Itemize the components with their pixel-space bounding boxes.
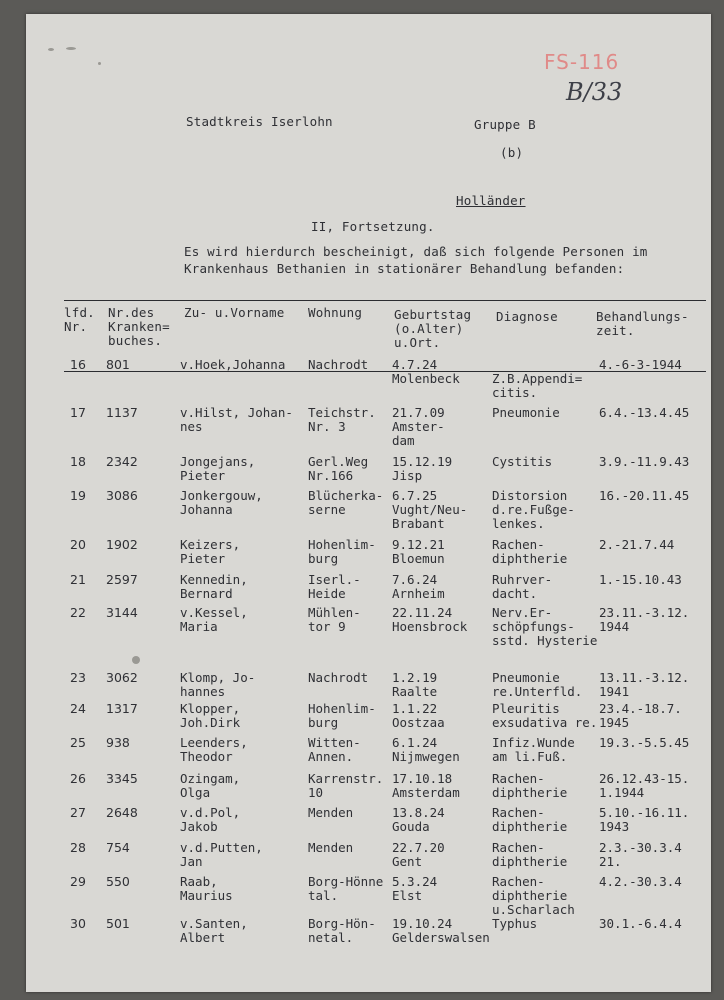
cell-name	[180, 671, 255, 699]
table-row	[26, 841, 711, 877]
cell-diag	[492, 455, 552, 469]
cell-line: Pieter	[180, 551, 226, 566]
cell-line: 10	[308, 785, 324, 800]
cell-line: burg	[308, 715, 339, 730]
cell-line	[308, 372, 368, 386]
continuation-label: II, Fortsetzung.	[311, 219, 435, 234]
cell-line: v.Kessel,	[180, 605, 248, 620]
cell-line: Menden	[308, 840, 354, 855]
cell-wohnung	[308, 772, 383, 800]
cell-nr: 17	[70, 405, 86, 420]
cell-zeit	[599, 489, 689, 517]
cell-line: Theodor	[180, 749, 233, 764]
cell-line: Hohenlim-	[308, 701, 376, 716]
cell-line: Ozingam,	[180, 771, 241, 786]
cell-line: 1941	[599, 684, 630, 699]
cell-line	[599, 469, 689, 483]
cell-line: Z.B.Appendi=	[492, 371, 583, 386]
cell-line: v.d.Pol,	[180, 805, 241, 820]
cell-kb: 3062	[106, 670, 138, 685]
cell-diag	[492, 917, 537, 931]
cell-line: 26.12.43-15.	[599, 771, 690, 786]
cell-diag	[492, 736, 575, 764]
cell-line: Jonkergouw,	[180, 488, 263, 503]
cell-line: u.Scharlach	[492, 902, 575, 917]
cell-name	[180, 538, 240, 566]
cell-line: Nerv.Er-	[492, 605, 553, 620]
cell-line: diphtherie	[492, 785, 568, 800]
cell-line: Rachen-	[492, 771, 545, 786]
cell-line: Rachen-	[492, 874, 545, 889]
cell-geb	[392, 917, 490, 945]
cell-line: Jakob	[180, 819, 218, 834]
cell-geb	[392, 702, 445, 730]
cell-line: 4.2.-30.3.4	[599, 874, 682, 889]
cell-nr: 25	[70, 735, 86, 750]
cell-zeit	[599, 806, 689, 834]
cell-line: am li.Fuß.	[492, 749, 568, 764]
table-row	[26, 357, 711, 400]
cell-line	[492, 358, 582, 372]
table-row	[26, 538, 711, 574]
cell-nr: 20	[70, 537, 86, 552]
cell-line: 1.1944	[599, 785, 645, 800]
cell-line: Gent	[392, 854, 423, 869]
cell-line: Molenbeck	[392, 371, 460, 386]
cell-line: Borg-Hön-	[308, 916, 376, 931]
cell-line: netal.	[308, 930, 354, 945]
cell-wohnung	[308, 538, 376, 566]
cell-line: 22.7.20	[392, 840, 445, 855]
cell-line: 1.-15.10.43	[599, 572, 682, 587]
cell-line: Infiz.Wunde	[492, 735, 575, 750]
city-header: Stadtkreis Iserlohn	[186, 114, 333, 129]
cell-line	[308, 855, 353, 869]
cell-line: 1943	[599, 819, 630, 834]
cell-zeit	[599, 772, 689, 800]
cell-nr: 24	[70, 701, 86, 716]
table-row	[26, 573, 711, 609]
cell-geb	[392, 455, 452, 483]
cell-geb	[392, 736, 460, 764]
cell-line: 5.3.24	[392, 874, 438, 889]
cell-line: Rachen-	[492, 537, 545, 552]
cell-line	[599, 503, 689, 517]
paper-speck	[66, 47, 76, 50]
initials-annotation: B/33	[566, 78, 623, 106]
cell-line	[599, 931, 682, 945]
cell-wohnung	[308, 606, 361, 634]
cell-kb: 1902	[106, 537, 138, 552]
cell-line: Raab,	[180, 874, 218, 889]
cell-line: diphtherie	[492, 888, 568, 903]
cell-line: 17.10.18	[392, 771, 453, 786]
cell-line: Pleuritis	[492, 701, 560, 716]
cell-line: diphtherie	[492, 551, 568, 566]
cell-line: Bloemun	[392, 551, 445, 566]
cell-line: Albert	[180, 930, 226, 945]
cell-kb: 550	[106, 874, 130, 889]
cell-geb	[392, 606, 467, 634]
cell-nr: 28	[70, 840, 86, 855]
cell-wohnung	[308, 875, 383, 903]
cell-geb	[392, 573, 445, 601]
cell-diag	[492, 671, 582, 699]
cell-wohnung	[308, 702, 376, 730]
cell-line: Johanna	[180, 502, 233, 517]
cell-zeit	[599, 573, 682, 601]
cell-diag	[492, 806, 567, 834]
subgroup-header: (b)	[500, 145, 524, 160]
cell-name	[180, 489, 263, 517]
table-row	[26, 874, 711, 917]
cell-line: Maria	[180, 619, 218, 634]
cell-name	[180, 702, 240, 730]
document-title: Holländer	[456, 193, 526, 208]
cell-line: 5.10.-16.11.	[599, 805, 690, 820]
archive-code-annotation: FS-116	[544, 50, 620, 74]
cell-line: Bernard	[180, 586, 233, 601]
cell-line: 4.-6-3-1944	[599, 357, 682, 372]
cell-nr: 26	[70, 771, 86, 786]
cell-line: citis.	[492, 385, 538, 400]
cell-nr: 19	[70, 488, 86, 503]
cell-kb: 501	[106, 916, 130, 931]
cell-line: Amster-	[392, 419, 445, 434]
cell-line: Gerl.Weg	[308, 454, 369, 469]
cell-line: Amsterdam	[392, 785, 460, 800]
group-header: Gruppe B	[474, 117, 536, 132]
cell-line: diphtherie	[492, 819, 568, 834]
col-header-diagnose: Diagnose	[496, 309, 558, 324]
cell-zeit	[599, 406, 689, 434]
cell-nr: 29	[70, 874, 86, 889]
cell-geb	[392, 875, 437, 903]
cell-line: 1.1.22	[392, 701, 438, 716]
cell-line: v.Santen,	[180, 916, 248, 931]
cell-line: 19.3.-5.5.45	[599, 735, 690, 750]
cell-name	[180, 917, 248, 945]
cell-line: burg	[308, 551, 339, 566]
cell-name	[180, 772, 240, 800]
cell-line: Nr.166	[308, 468, 354, 483]
cell-line: Joh.Dirk	[180, 715, 241, 730]
cell-line	[599, 552, 674, 566]
cell-line: 21.	[599, 854, 622, 869]
cell-line: v.Hilst, Johan-	[180, 405, 293, 420]
cell-line	[599, 587, 682, 601]
paper-speck	[98, 62, 101, 65]
cell-wohnung	[308, 573, 361, 601]
cell-line: Nachrodt	[308, 357, 369, 372]
col-header-geburtstag: Geburtstag (o.Alter) u.Ort.	[394, 307, 472, 350]
document-page	[26, 14, 711, 992]
cell-zeit	[599, 538, 674, 566]
cell-line: 23.11.-3.12.	[599, 605, 690, 620]
cell-line: 2.3.-30.3.4	[599, 840, 682, 855]
cell-kb: 3086	[106, 488, 138, 503]
cell-line: v.Hoek,Johanna	[180, 357, 286, 372]
cell-line: Ruhrver-	[492, 572, 553, 587]
cell-kb: 3345	[106, 771, 138, 786]
cell-line: Klomp, Jo-	[180, 670, 256, 685]
cell-line: Oostzaa	[392, 715, 445, 730]
cell-diag	[492, 573, 552, 601]
paper-speck	[132, 656, 140, 664]
table-row	[26, 702, 711, 738]
cell-zeit	[599, 358, 682, 386]
cell-line: Mühlen-	[308, 605, 361, 620]
cell-wohnung	[308, 406, 376, 434]
cell-diag	[492, 606, 597, 648]
cell-line: Rachen-	[492, 805, 545, 820]
cell-line: Karrenstr.	[308, 771, 384, 786]
cell-diag	[492, 875, 575, 917]
cell-line: 13.11.-3.12.	[599, 670, 690, 685]
cell-line: Nijmwegen	[392, 749, 460, 764]
table-row	[26, 455, 711, 491]
cell-diag	[492, 406, 560, 420]
cell-line: 6.1.24	[392, 735, 438, 750]
cell-kb: 2342	[106, 454, 138, 469]
cell-line	[599, 750, 689, 764]
cell-line: Jan	[180, 854, 203, 869]
cell-line: v.d.Putten,	[180, 840, 263, 855]
cell-name	[180, 606, 248, 634]
cell-line: Maurius	[180, 888, 233, 903]
cell-line: 1944	[599, 619, 630, 634]
cell-line: 21.7.09	[392, 405, 445, 420]
cell-zeit	[599, 455, 689, 483]
cell-line: 6.4.-13.4.45	[599, 405, 690, 420]
cell-nr: 22	[70, 605, 86, 620]
cell-kb: 2648	[106, 805, 138, 820]
cell-line: nes	[180, 419, 203, 434]
col-header-name: Zu- u.Vorname	[184, 305, 285, 320]
cell-name	[180, 573, 248, 601]
cell-geb	[392, 841, 445, 869]
cell-line: Witten-	[308, 735, 361, 750]
cell-line: Annen.	[308, 749, 354, 764]
cell-name	[180, 736, 248, 764]
cell-line: Nachrodt	[308, 670, 369, 685]
cell-nr: 30	[70, 916, 86, 931]
cell-line: Elst	[392, 888, 423, 903]
cell-line: 22.11.24	[392, 605, 453, 620]
cell-line: 9.12.21	[392, 537, 445, 552]
cell-line: Nr. 3	[308, 419, 346, 434]
cell-name	[180, 455, 255, 483]
cell-line: Pieter	[180, 468, 226, 483]
cell-name	[180, 841, 263, 869]
cell-kb: 754	[106, 840, 130, 855]
cell-name	[180, 406, 293, 434]
cell-line: Olga	[180, 785, 211, 800]
cell-line: Pneumonie	[492, 405, 560, 420]
cell-line: tal.	[308, 888, 339, 903]
cell-geb	[392, 538, 445, 566]
cell-kb: 1317	[106, 701, 138, 716]
cell-line: 30.1.-6.4.4	[599, 916, 682, 931]
cell-line: 3.9.-11.9.43	[599, 454, 690, 469]
cell-diag	[492, 538, 567, 566]
cell-line: Pneumonie	[492, 670, 560, 685]
cell-wohnung	[308, 806, 353, 834]
cell-line: Gelderswalsen	[392, 930, 490, 945]
cell-line: sstd. Hysterie	[492, 633, 598, 648]
table-row	[26, 488, 711, 531]
cell-line: lenkes.	[492, 516, 545, 531]
cell-geb	[392, 358, 460, 386]
cell-diag	[492, 841, 567, 869]
cell-line: Menden	[308, 805, 354, 820]
cell-line	[599, 889, 682, 903]
cell-line: 19.10.24	[392, 916, 453, 931]
cell-kb: 1137	[106, 405, 138, 420]
cell-line: serne	[308, 502, 346, 517]
cell-wohnung	[308, 489, 383, 517]
cell-line: 1.2.19	[392, 670, 438, 685]
cell-line: exsudativa re.	[492, 715, 598, 730]
cell-kb: 3144	[106, 605, 138, 620]
cell-nr: 16	[70, 357, 86, 372]
table-row	[26, 605, 711, 648]
table-row	[26, 736, 711, 772]
cell-line: re.Unterfld.	[492, 684, 583, 699]
table-row	[26, 806, 711, 842]
cell-line: Gouda	[392, 819, 430, 834]
cell-line: Keizers,	[180, 537, 241, 552]
cell-line: Raalte	[392, 684, 438, 699]
cell-line: 16.-20.11.45	[599, 488, 690, 503]
cell-line: Hohenlim-	[308, 537, 376, 552]
cell-line: 6.7.25	[392, 488, 438, 503]
cell-wohnung	[308, 736, 361, 764]
cell-kb: 938	[106, 735, 130, 750]
cell-line: Iserl.-	[308, 572, 361, 587]
cell-line: dacht.	[492, 586, 538, 601]
cell-zeit	[599, 736, 689, 764]
cell-zeit	[599, 917, 682, 945]
cell-line: 15.12.19	[392, 454, 453, 469]
col-header-wohnung: Wohnung	[308, 305, 363, 320]
cell-line: Typhus	[492, 916, 538, 931]
paper-speck	[48, 48, 54, 51]
cell-line: Leenders,	[180, 735, 248, 750]
cell-diag	[492, 358, 582, 400]
cell-nr: 18	[70, 454, 86, 469]
cell-line: Borg-Hönne	[308, 874, 384, 889]
cell-wohnung	[308, 671, 368, 699]
cell-line: Jongejans,	[180, 454, 256, 469]
cell-name	[180, 806, 240, 834]
cell-line: Hoensbrock	[392, 619, 468, 634]
cell-line: Rachen-	[492, 840, 545, 855]
cell-wohnung	[308, 917, 376, 945]
intro-line-2: Krankenhaus Bethanien in stationärer Behandlung befanden:	[184, 261, 625, 276]
cell-line: 4.7.24	[392, 357, 438, 372]
cell-diag	[492, 702, 597, 730]
table-top-rule	[64, 300, 706, 301]
cell-line: d.re.Fußge-	[492, 502, 575, 517]
cell-line: hannes	[180, 684, 226, 699]
cell-line: 23.4.-18.7.	[599, 701, 682, 716]
cell-diag	[492, 489, 575, 531]
cell-geb	[392, 772, 460, 800]
cell-geb	[392, 489, 467, 531]
cell-nr: 27	[70, 805, 86, 820]
cell-wohnung	[308, 455, 368, 483]
cell-name	[180, 875, 233, 903]
intro-line-1: Es wird hierdurch bescheinigt, daß sich folgende Personen im	[184, 244, 648, 259]
cell-line: schöpfungs-	[492, 619, 575, 634]
table-row	[26, 917, 711, 953]
cell-line: 13.8.24	[392, 805, 445, 820]
cell-line: Heide	[308, 586, 346, 601]
cell-zeit	[599, 841, 682, 869]
cell-line: Brabant	[392, 516, 445, 531]
cell-line: Arnheim	[392, 586, 445, 601]
cell-zeit	[599, 671, 689, 699]
cell-line: Teichstr.	[308, 405, 376, 420]
cell-name	[180, 358, 285, 386]
cell-kb: 2597	[106, 572, 138, 587]
cell-wohnung	[308, 841, 353, 869]
cell-line: Klopper,	[180, 701, 241, 716]
cell-diag	[492, 772, 567, 800]
col-header-behandlungszeit: Behandlungs- zeit.	[596, 309, 689, 338]
cell-line: 1945	[599, 715, 630, 730]
cell-wohnung	[308, 358, 368, 386]
cell-line: 7.6.24	[392, 572, 438, 587]
cell-geb	[392, 406, 445, 448]
cell-kb: 801	[106, 357, 130, 372]
cell-line	[308, 820, 353, 834]
cell-zeit	[599, 606, 689, 634]
cell-line	[180, 372, 285, 386]
cell-line: Blücherka-	[308, 488, 384, 503]
col-header-lfd-nr: lfd. Nr.	[64, 305, 95, 334]
col-header-krankenbuch: Nr.des Kranken= buches.	[108, 305, 170, 348]
cell-line: Jisp	[392, 468, 423, 483]
cell-line: dam	[392, 433, 415, 448]
cell-line	[308, 685, 368, 699]
cell-line: diphtherie	[492, 854, 568, 869]
cell-line: tor 9	[308, 619, 346, 634]
cell-line	[599, 420, 689, 434]
cell-line: Cystitis	[492, 454, 553, 469]
cell-zeit	[599, 875, 682, 903]
cell-zeit	[599, 702, 682, 730]
cell-line: Distorsion	[492, 488, 568, 503]
table-row	[26, 405, 711, 448]
cell-nr: 21	[70, 572, 86, 587]
cell-line: Vught/Neu-	[392, 502, 468, 517]
cell-geb	[392, 671, 437, 699]
table-row	[26, 772, 711, 808]
cell-nr: 23	[70, 670, 86, 685]
cell-geb	[392, 806, 445, 834]
cell-line: Kennedin,	[180, 572, 248, 587]
cell-line	[599, 372, 682, 386]
cell-line: 2.-21.7.44	[599, 537, 675, 552]
